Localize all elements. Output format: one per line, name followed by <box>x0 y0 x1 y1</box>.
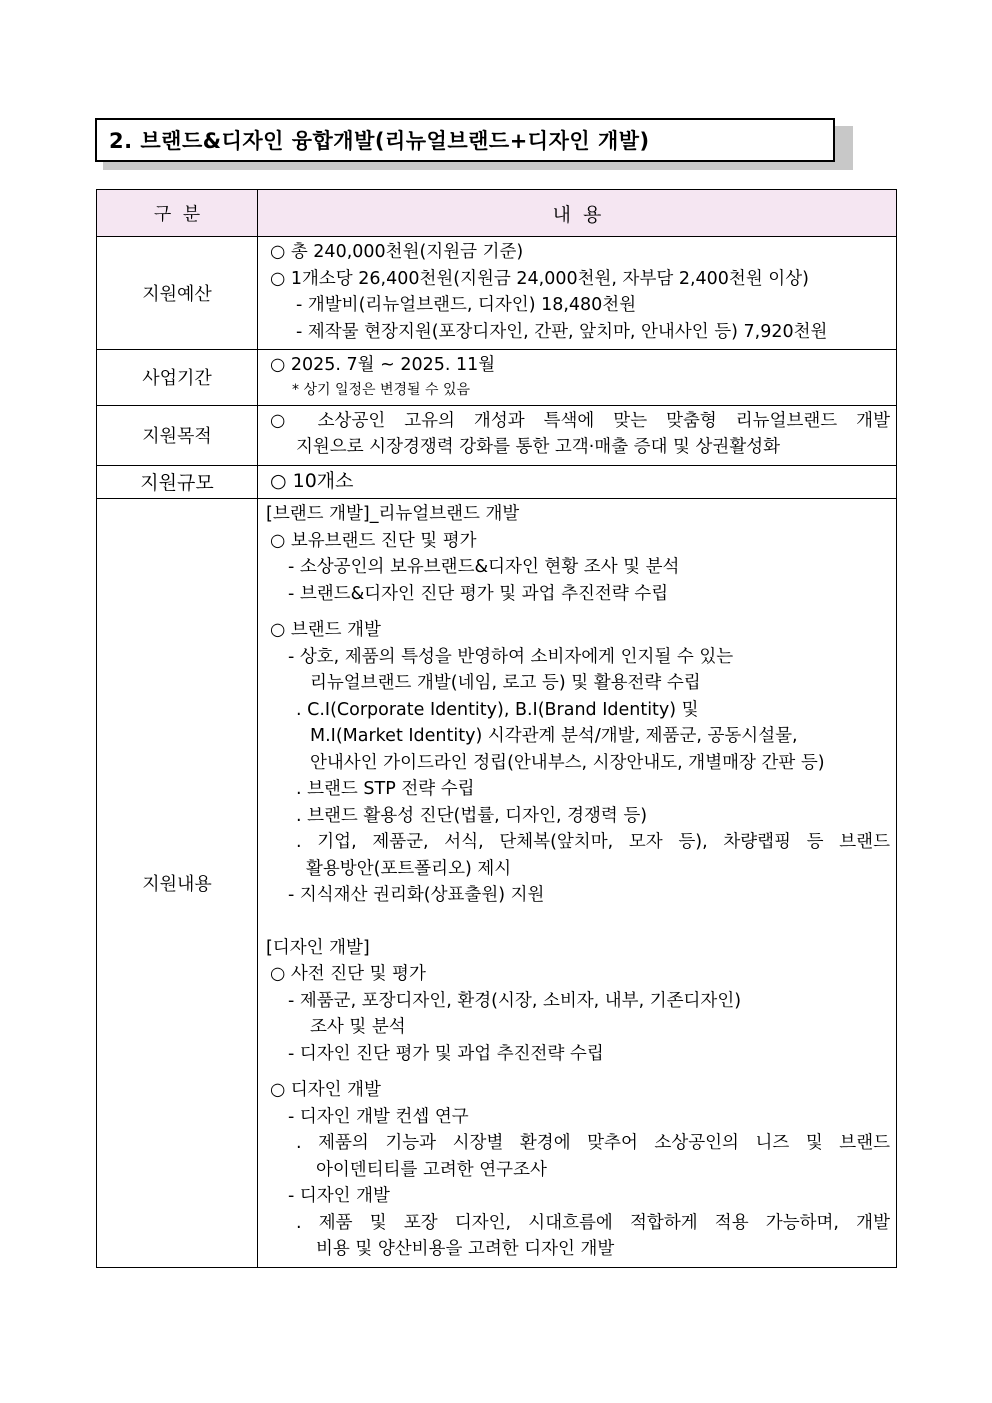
details-line: 아이덴티티를 고려한 연구조사 <box>316 1159 547 1180</box>
details-line: 활용방안(포트폴리오) 제시 <box>306 858 512 879</box>
details-line: . 기업, 제품군, 서식, 단체복(앞치마, 모자 등), 차량랩핑 등 브랜드 <box>296 832 890 852</box>
details-line: - 상호, 제품의 특성을 반영하여 소비자에게 인지될 수 있는 <box>288 646 734 667</box>
details-line: 비용 및 양산비용을 고려한 디자인 개발 <box>316 1239 615 1259</box>
details-line: - 소상공인의 보유브랜드&디자인 현황 조사 및 분석 <box>288 557 680 577</box>
details-line: - 디자인 진단 평가 및 과업 추진전략 수립 <box>288 1043 604 1064</box>
details-line: 조사 및 분석 <box>310 1017 406 1037</box>
details-line: - 제품군, 포장디자인, 환경(시장, 소비자, 내부, 기존디자인) <box>288 990 742 1011</box>
budget-line: ○ 1개소당 26,400천원(지원금 24,000천원, 자부담 2,400천원 이상) <box>270 268 809 289</box>
section-title <box>95 118 835 162</box>
scale-line: ○ 10개소 <box>270 469 354 492</box>
label-budget: 지원예산 <box>97 237 258 350</box>
details-line: ○ 브랜드 개발 <box>270 620 381 640</box>
details-line: ○ 사전 진단 및 평가 <box>270 964 426 984</box>
details-line: 안내사인 가이드라인 정립(안내부스, 시장안내도, 개별매장 간판 등) <box>310 752 825 773</box>
budget-line: - 개발비(리뉴얼브랜드, 디자인) 18,480천원 <box>296 295 637 315</box>
details-line: ○ 디자인 개발 <box>270 1080 381 1100</box>
table-header-row <box>97 190 897 237</box>
section-title-text: 2. 브랜드&디자인 융합개발(리뉴얼브랜드+디자인 개발) <box>109 129 650 153</box>
spacer <box>266 607 890 617</box>
details-line: - 디자인 개발 컨셉 연구 <box>288 1106 469 1127</box>
row-details <box>97 499 897 1268</box>
label-purpose: 지원목적 <box>97 405 258 465</box>
row-budget <box>97 237 897 350</box>
details-line: M.I(Market Identity) 시각관계 분석/개발, 제품군, 공동시설물, <box>310 726 798 746</box>
content-period <box>258 350 897 406</box>
label-period: 사업기간 <box>97 350 258 406</box>
label-scale: 지원규모 <box>97 465 258 499</box>
content-scale <box>258 465 897 499</box>
purpose-line: 지원으로 시장경쟁력 강화를 통한 고객·매출 증대 및 상권활성화 <box>296 437 781 457</box>
period-note: * 상기 일정은 변경될 수 있음 <box>292 381 471 398</box>
details-heading-design: [디자인 개발] <box>266 937 370 958</box>
details-heading-brand: [브랜드 개발]_리뉴얼브랜드 개발 <box>266 504 520 524</box>
spacer <box>266 909 890 935</box>
period-line: ○ 2025. 7월 ~ 2025. 11월 <box>270 355 496 375</box>
details-line: ○ 보유브랜드 진단 및 평가 <box>270 530 477 551</box>
support-table <box>96 189 897 1268</box>
label-details: 지원내용 <box>97 499 258 1268</box>
details-line: - 지식재산 권리화(상표출원) 지원 <box>288 885 545 905</box>
header-category: 구 분 <box>97 190 258 237</box>
row-purpose <box>97 405 897 465</box>
header-content: 내 용 <box>258 190 897 237</box>
content-budget <box>258 237 897 350</box>
budget-line: ○ 총 240,000천원(지원금 기준) <box>270 242 524 262</box>
details-line: . C.I(Corporate Identity), B.I(Brand Identity) 및 <box>296 699 699 720</box>
details-line: . 브랜드 STP 전략 수립 <box>296 779 475 799</box>
budget-line: - 제작물 현장지원(포장디자인, 간판, 앞치마, 안내사인 등) 7,920천원 <box>296 321 828 342</box>
row-scale <box>97 465 897 499</box>
row-period <box>97 350 897 406</box>
details-line: . 브랜드 활용성 진단(법률, 디자인, 경쟁력 등) <box>296 805 648 826</box>
details-line: 리뉴얼브랜드 개발(네임, 로고 등) 및 활용전략 수립 <box>310 673 701 693</box>
purpose-line: ○ 소상공인 고유의 개성과 특색에 맞는 맞춤형 리뉴얼브랜드 개발 <box>270 410 890 431</box>
content-purpose <box>258 405 897 465</box>
details-line: . 제품 및 포장 디자인, 시대흐름에 적합하게 적용 가능하며, 개발 <box>296 1212 890 1233</box>
details-line: - 브랜드&디자인 진단 평가 및 과업 추진전략 수립 <box>288 583 669 604</box>
details-line: . 제품의 기능과 시장별 환경에 맞추어 소상공인의 니즈 및 브랜드 <box>296 1133 890 1153</box>
details-line: - 디자인 개발 <box>288 1186 390 1206</box>
content-details <box>258 499 897 1268</box>
spacer <box>266 1067 890 1077</box>
